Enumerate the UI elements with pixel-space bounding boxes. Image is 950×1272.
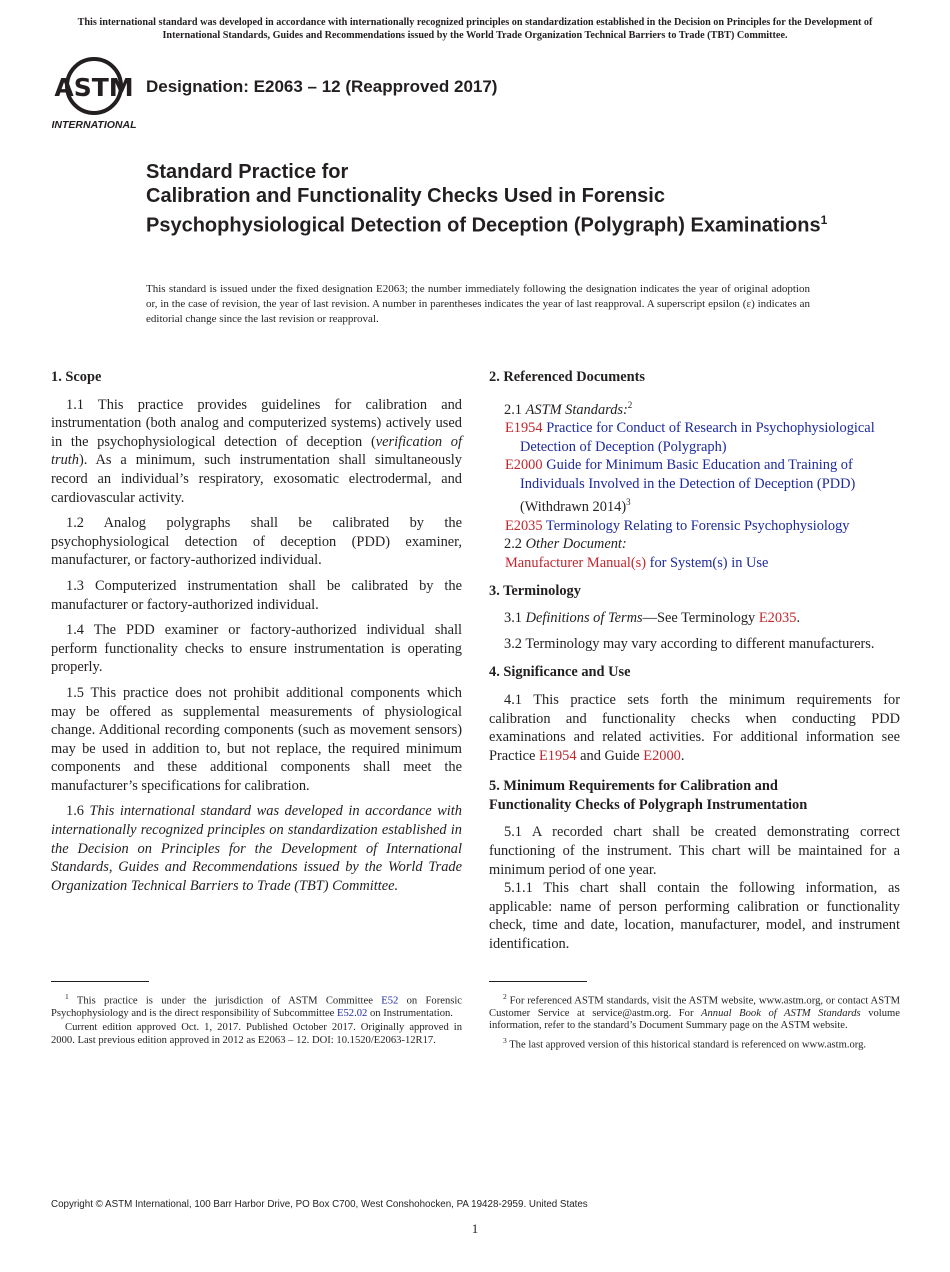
other-document-label: 2.2 Other Document: — [504, 536, 627, 553]
reference-item-e2000[interactable]: E2000 Guide for Minimum Basic Education and Training of Individuals Involved in the Detection of Deception (PDD) (Withdrawn 2014)$^3$ — [505, 457, 856, 516]
reference-item-e1954[interactable]: E1954 Practice for Conduct of Research in Psychophysiological Detection of Deception (Polygraph) — [505, 419, 875, 455]
reference-item-manufacturer-manual[interactable]: Manufacturer Manual(s) for System(s) in Use — [505, 554, 769, 571]
paragraph-1-3: 1.3 Computerized instrumentation shall be calibrated by the manufacturer or factory-authorized individual. — [51, 577, 462, 613]
issued-note: This standard is issued under the fixed designation E2063; the number immediately following the designation indicates the year of original adoption or, in the case of revision, the year of last revision. A number in parentheses indicates the year of last reapproval. A superscript epsilon (ε) indicates an editorial change since the last revision or reapproval. — [146, 283, 810, 325]
paragraph-5-1-1: 5.1.1 This chart shall contain the following information, as applicable: name of person performing calibration or functionality check, time and date, location, manufacturer, model, and instrument identification. — [489, 880, 900, 953]
astm-standards-label: 2.1 ASTM Standards:$^2$ — [504, 399, 633, 418]
page-number: 1 — [471, 1221, 479, 1236]
astm-logo — [52, 56, 136, 134]
copyright-line: Copyright © ASTM International, 100 Barr Harbor Drive, PO Box C700, West Conshohocken, PA 19428-2959. United States — [51, 1199, 588, 1210]
paragraph-1-5: 1.5 This practice does not prohibit additional components which may be offered as supplemental measurements of physiological change. Additional recording components (such as movement sensors) may be used in addition to, but not replace, the required minimum components and these additional components shall meet the manufacturer’s specifications for calibration. — [51, 684, 462, 794]
right-column — [489, 368, 900, 961]
paragraph-3-1: 3.1 Definitions of Terms—See Terminology E2035. — [504, 610, 801, 627]
tbt-notice: This international standard was developed in accordance with internationally recognized principles on standardization established in the Decision on Principles for the Development of International Standards, Guides and Recommendations issued by the World Trade Organization Technical Barriers to Trade (TBT) Committee. — [77, 17, 873, 41]
footnote-1: $^1$ This practice is under the jurisdiction of ASTM Committee E52 on Forensic Psychophysiology and is the direct responsibility of Subcommittee E52.02 on Instrumentation. — [51, 992, 463, 1019]
title-main: Calibration and Functionality Checks Used in Forensic Psychophysiological Detection of Deception (Polygraph) Examinations$^1$ — [146, 185, 828, 237]
section-heading-minimum-requirements: 5. Minimum Requirements for Calibration and Functionality Checks of Polygraph Instrumentation — [489, 778, 808, 813]
title-line-1: Standard Practice for — [146, 161, 349, 183]
section-heading-significance: 4. Significance and Use — [489, 664, 631, 681]
section-heading-terminology: 3. Terminology — [489, 582, 581, 599]
footnotes-left — [51, 991, 462, 1049]
footnote-2: $^2$ For referenced ASTM standards, visit the ASTM website, www.astm.org, or contact ASTM Customer Service at service@astm.org. For Annual Book of ASTM Standards volume information, refer to the standard’s Document Summary page on the ASTM website. — [489, 992, 900, 1032]
paragraph-1-2: 1.2 Analog polygraphs shall be calibrated by the psychophysiological detection of deception (PDD) examiner, manufacturer, or factory-authorized individual. — [51, 515, 462, 569]
link-e1954[interactable]: E1954 — [538, 747, 577, 764]
paragraph-1-4: 1.4 The PDD examiner or factory-authorized individual shall perform functionality checks to ensure instrumentation is operating properly. — [51, 622, 462, 676]
link-e52[interactable]: E52 — [381, 995, 399, 1007]
title-footnote-marker[interactable]: 1 — [820, 213, 828, 227]
paragraph-5-1: 5.1 A recorded chart shall be created demonstrating correct functioning of the instrument. This chart will be maintained for a minimum period of one year. — [489, 824, 900, 878]
reference-item-e2035[interactable]: E2035 Terminology Relating to Forensic Psychophysiology — [505, 517, 850, 534]
paragraph-4-1: 4.1 This practice sets forth the minimum requirements for calibration and functionality checks when conducting PDD examinations and related activities. For additional information see Practice E1954 and Guide E2000. — [489, 691, 900, 764]
footnotes-right — [489, 991, 900, 1054]
section-heading-referenced-documents: 2. Referenced Documents — [489, 369, 645, 385]
link-e2000[interactable]: E2000 — [643, 747, 681, 764]
paragraph-1-1: 1.1 This practice provides guidelines for calibration and instrumentation (both analog and computerized systems) actively used in the psychophysiological detection of deception (verification of truth). As a minimum, such instrumentation shall simultaneously record an individual’s respiratory, exosomatic electrodermal, and cardiovascular activity. — [51, 396, 462, 506]
footnote-rule-right — [489, 981, 587, 982]
footnote-1-edition: Current edition approved Oct. 1, 2017. Published October 2017. Originally approved in 2000. Last previous edition approved in 2012 as E2063 – 12. DOI: 10.1520/E2063-12R17. — [51, 1022, 462, 1046]
footnote-rule-left — [51, 981, 149, 982]
section-heading-scope: 1. Scope — [51, 369, 102, 385]
footnote-3: $^3$ The last approved version of this historical standard is referenced on www.astm.org. — [503, 1035, 867, 1051]
left-column — [51, 368, 462, 902]
paragraph-1-6: 1.6 This international standard was developed in accordance with internationally recognized principles on standardization established in the Decision on Principles for the Development of International Standards, Guides and Recommendations issued by the World Trade Organization Technical Barriers to Trade (TBT) Committee. — [51, 803, 462, 894]
svg-text:ASTM: ASTM — [54, 73, 134, 102]
link-e2035[interactable]: E2035 — [758, 610, 797, 627]
document-title — [146, 160, 866, 238]
paragraph-3-2: 3.2 Terminology may vary according to different manufacturers. — [504, 635, 875, 652]
designation: Designation: E2063 – 12 (Reapproved 2017) — [146, 77, 498, 96]
svg-text:INTERNATIONAL: INTERNATIONAL — [52, 119, 136, 131]
link-e52-02[interactable]: E52.02 — [337, 1007, 368, 1019]
